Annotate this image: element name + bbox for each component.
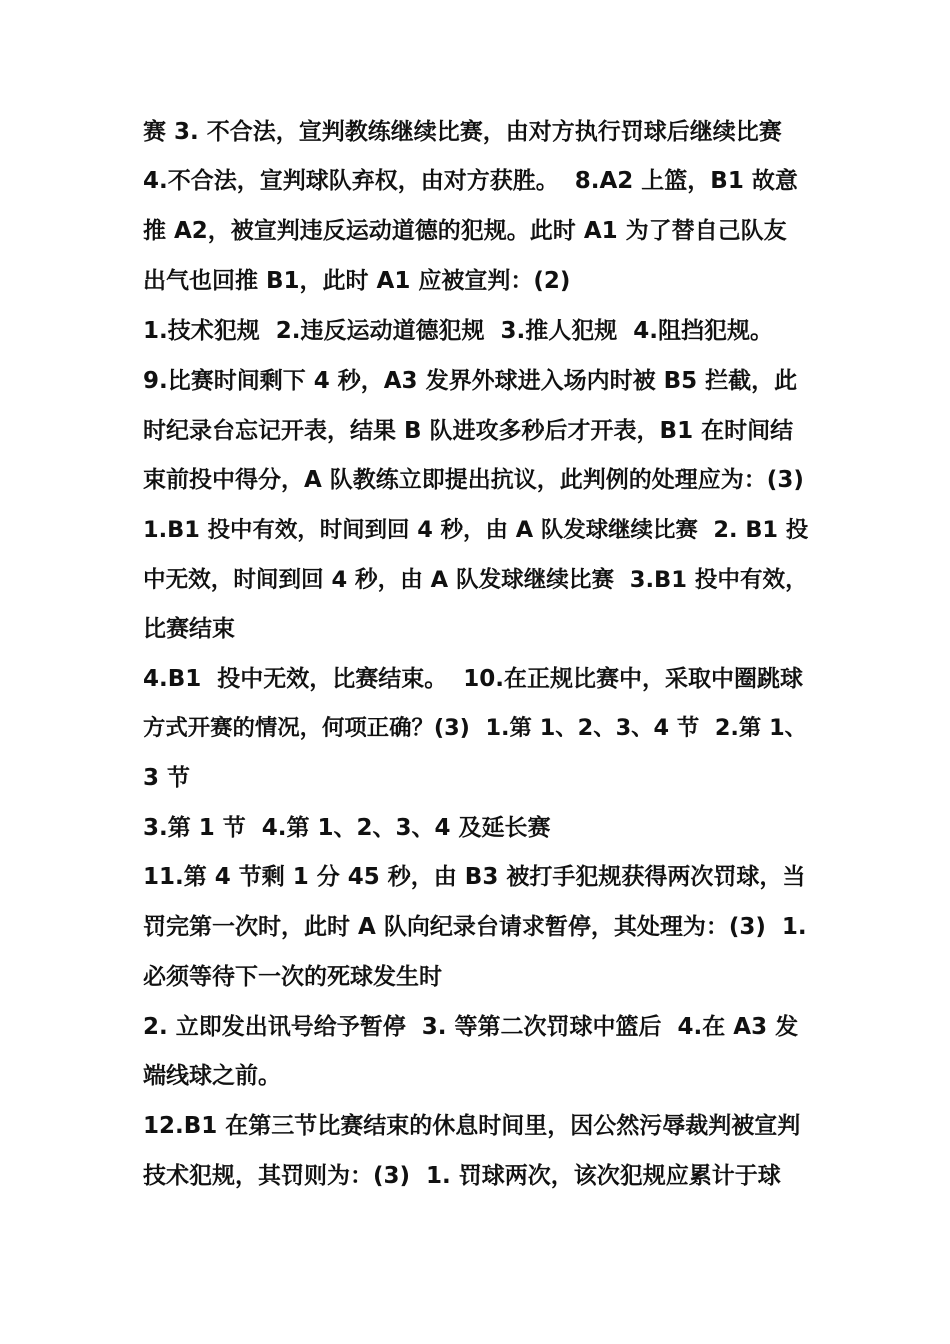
text-line: 4.B1 投中无效，比赛结束。 10.在正规比赛中，采取中圈跳球 <box>143 666 804 692</box>
text-line: 3 节 <box>143 765 191 791</box>
text-line: 比赛结束 <box>143 616 235 642</box>
text-line: 12.B1 在第三节比赛结束的休息时间里，因公然污辱裁判被宣判 <box>143 1113 801 1139</box>
text-line: 9.比赛时间剩下 4 秒，A3 发界外球进入场内时被 B5 拦截，此 <box>143 368 798 394</box>
text-line: 赛 3. 不合法，宣判教练继续比赛，由对方执行罚球后继续比赛 <box>143 119 782 145</box>
text-line: 11.第 4 节剩 1 分 45 秒，由 B3 被打手犯规获得两次罚球，当 <box>143 864 806 890</box>
text-line: 1.技术犯规 2.违反运动道德犯规 3.推人犯规 4.阻挡犯规。 <box>143 318 774 344</box>
text-line: 时纪录台忘记开表，结果 B 队进攻多秒后才开表，B1 在时间结 <box>143 418 794 444</box>
text-line: 出气也回推 B1，此时 A1 应被宣判：(2) <box>143 268 571 294</box>
text-line: 必须等待下一次的死球发生时 <box>143 964 442 990</box>
text-line: 中无效，时间到回 4 秒，由 A 队发球继续比赛 3.B1 投中有效， <box>143 567 808 593</box>
text-line: 1.B1 投中有效，时间到回 4 秒，由 A 队发球继续比赛 2. B1 投 <box>143 517 809 543</box>
text-line: 方式开赛的情况，何项正确？(3) 1.第 1、2、3、4 节 2.第 1、 <box>143 715 808 741</box>
text-line: 2. 立即发出讯号给予暂停 3. 等第二次罚球中篮后 4.在 A3 发 <box>143 1014 799 1040</box>
text-line: 端线球之前。 <box>143 1063 281 1089</box>
text-line: 3.第 1 节 4.第 1、2、3、4 及延长赛 <box>143 815 551 841</box>
text-line: 4.不合法，宣判球队弃权，由对方获胜。 8.A2 上篮，B1 故意 <box>143 168 798 194</box>
text-line: 罚完第一次时，此时 A 队向纪录台请求暂停，其处理为：(3) 1. <box>143 914 807 940</box>
text-line: 束前投中得分，A 队教练立即提出抗议，此判例的处理应为：(3) <box>143 467 804 493</box>
text-line: 推 A2，被宣判违反运动道德的犯规。此时 A1 为了替自己队友 <box>143 218 787 244</box>
text-line: 技术犯规，其罚则为：(3) 1. 罚球两次，该次犯规应累计于球 <box>143 1163 781 1189</box>
